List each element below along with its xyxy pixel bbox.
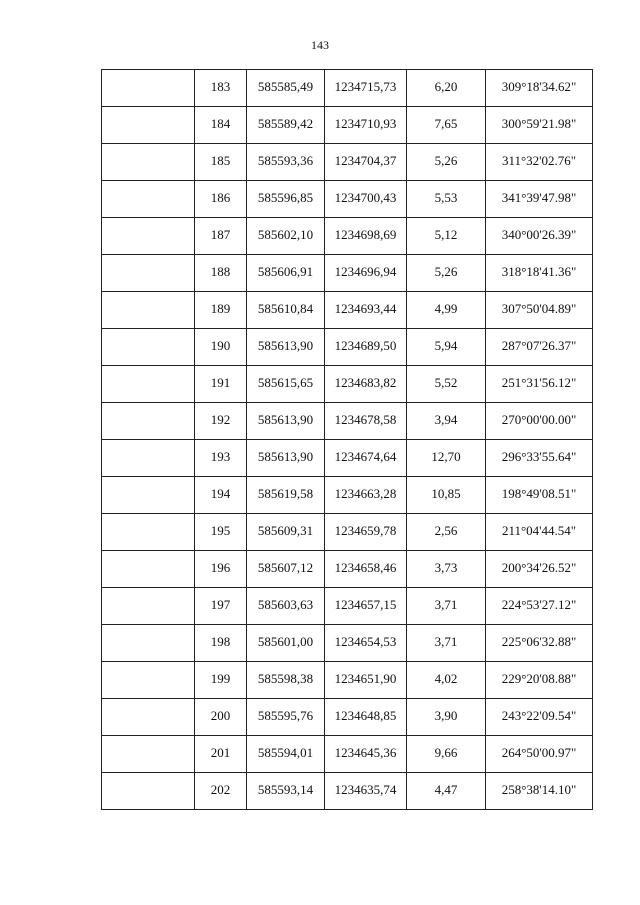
x-coordinate-text: 585593,14 [257,782,314,797]
bearing-text: 251°31'56.12" [501,375,577,390]
table-row [102,440,593,477]
point-number-cell [195,144,247,181]
table-body [102,70,593,810]
y-coordinate-cell [325,662,407,699]
table-row [102,107,593,144]
point-number-text: 197 [210,597,231,612]
empty-cell [102,588,195,625]
x-coordinate-text: 585607,12 [257,560,314,575]
y-coordinate-cell [325,625,407,662]
y-coordinate-text: 1234654,53 [334,634,397,649]
distance-cell [407,477,486,514]
empty-cell [102,662,195,699]
bearing-cell [486,440,593,477]
empty-cell [102,292,195,329]
point-number-cell [195,292,247,329]
point-number-cell [195,514,247,551]
distance-text: 3,94 [434,412,458,427]
x-coordinate-text: 585593,36 [257,153,314,168]
y-coordinate-text: 1234645,36 [334,745,397,760]
y-coordinate-text: 1234658,46 [334,560,397,575]
x-coordinate-text: 585606,91 [257,264,314,279]
x-coordinate-cell [247,662,325,699]
x-coordinate-cell [247,70,325,107]
distance-text: 4,02 [434,671,458,686]
distance-text: 4,47 [434,782,458,797]
y-coordinate-text: 1234635,74 [334,782,397,797]
point-number-text: 191 [210,375,231,390]
x-coordinate-cell [247,218,325,255]
distance-cell [407,329,486,366]
table-row [102,551,593,588]
x-coordinate-cell [247,107,325,144]
bearing-cell [486,588,593,625]
y-coordinate-cell [325,699,407,736]
y-coordinate-text: 1234648,85 [334,708,397,723]
point-number-cell [195,625,247,662]
empty-cell [102,107,195,144]
point-number-text: 189 [210,301,231,316]
empty-cell [102,514,195,551]
point-number-text: 200 [210,708,231,723]
bearing-cell [486,366,593,403]
x-coordinate-cell [247,514,325,551]
point-number-cell [195,218,247,255]
bearing-text: 307°50'04.89" [501,301,577,316]
coordinates-table [101,69,593,810]
table-row [102,292,593,329]
y-coordinate-text: 1234704,37 [334,153,397,168]
point-number-cell [195,70,247,107]
bearing-text: 300°59'21.98" [501,116,577,131]
point-number-cell [195,773,247,810]
bearing-cell [486,625,593,662]
bearing-cell [486,551,593,588]
bearing-text: 287°07'26.37" [501,338,577,353]
bearing-text: 270°00'00.00" [501,412,577,427]
bearing-cell [486,329,593,366]
y-coordinate-text: 1234678,58 [334,412,397,427]
bearing-text: 200°34'26.52" [501,560,577,575]
x-coordinate-text: 585598,38 [257,671,314,686]
point-number-text: 192 [210,412,231,427]
point-number-cell [195,181,247,218]
table-row [102,70,593,107]
bearing-text: 224°53'27.12" [501,597,577,612]
bearing-text: 341°39'47.98" [501,190,577,205]
bearing-cell [486,662,593,699]
bearing-text: 225°06'32.88" [501,634,577,649]
page-number: 143 [311,38,329,52]
bearing-cell [486,699,593,736]
y-coordinate-text: 1234657,15 [334,597,397,612]
bearing-cell [486,255,593,292]
point-number-text: 187 [210,227,231,242]
x-coordinate-text: 585601,00 [257,634,314,649]
bearing-text: 264°50'00.97" [501,745,577,760]
table-row [102,514,593,551]
distance-text: 6,20 [434,79,458,94]
x-coordinate-cell [247,625,325,662]
table-row [102,588,593,625]
point-number-cell [195,255,247,292]
x-coordinate-text: 585589,42 [257,116,314,131]
distance-cell [407,625,486,662]
table-row [102,773,593,810]
y-coordinate-cell [325,144,407,181]
y-coordinate-text: 1234683,82 [334,375,397,390]
distance-cell [407,736,486,773]
y-coordinate-text: 1234659,78 [334,523,397,538]
y-coordinate-text: 1234663,28 [334,486,397,501]
y-coordinate-cell [325,588,407,625]
empty-cell [102,329,195,366]
distance-cell [407,70,486,107]
point-number-cell [195,477,247,514]
distance-text: 5,94 [434,338,458,353]
table-row [102,625,593,662]
table-row [102,329,593,366]
distance-cell [407,292,486,329]
distance-cell [407,662,486,699]
bearing-cell [486,218,593,255]
distance-cell [407,255,486,292]
x-coordinate-text: 585615,65 [257,375,314,390]
point-number-text: 202 [210,782,231,797]
y-coordinate-text: 1234651,90 [334,671,397,686]
distance-cell [407,181,486,218]
distance-cell [407,218,486,255]
y-coordinate-cell [325,514,407,551]
point-number-text: 195 [210,523,231,538]
bearing-cell [486,477,593,514]
x-coordinate-cell [247,440,325,477]
distance-text: 3,73 [434,560,458,575]
distance-text: 5,53 [434,190,458,205]
y-coordinate-text: 1234696,94 [334,264,397,279]
distance-text: 12,70 [431,449,461,464]
empty-cell [102,144,195,181]
point-number-cell [195,366,247,403]
bearing-cell [486,107,593,144]
x-coordinate-cell [247,736,325,773]
x-coordinate-cell [247,699,325,736]
table-row [102,218,593,255]
table-row [102,181,593,218]
x-coordinate-text: 585602,10 [257,227,314,242]
distance-text: 3,90 [434,708,458,723]
table-row [102,403,593,440]
point-number-text: 183 [210,79,231,94]
distance-cell [407,366,486,403]
bearing-cell [486,144,593,181]
x-coordinate-cell [247,477,325,514]
bearing-text: 340°00'26.39" [501,227,577,242]
point-number-text: 201 [210,745,231,760]
point-number-text: 188 [210,264,231,279]
distance-text: 5,52 [434,375,458,390]
empty-cell [102,181,195,218]
x-coordinate-text: 585603,63 [257,597,314,612]
y-coordinate-text: 1234674,64 [334,449,397,464]
x-coordinate-text: 585613,90 [257,338,314,353]
point-number-text: 193 [210,449,231,464]
y-coordinate-text: 1234715,73 [334,79,397,94]
distance-cell [407,107,486,144]
x-coordinate-cell [247,551,325,588]
x-coordinate-text: 585585,49 [257,79,314,94]
x-coordinate-cell [247,292,325,329]
distance-cell [407,403,486,440]
point-number-text: 185 [210,153,231,168]
distance-cell [407,440,486,477]
distance-text: 10,85 [431,486,461,501]
table-row [102,736,593,773]
y-coordinate-text: 1234710,93 [334,116,397,131]
distance-text: 7,65 [434,116,458,131]
point-number-text: 194 [210,486,231,501]
empty-cell [102,255,195,292]
bearing-cell [486,736,593,773]
point-number-cell [195,588,247,625]
bearing-text: 211°04'44.54" [501,523,577,538]
x-coordinate-text: 585596,85 [257,190,314,205]
point-number-cell [195,551,247,588]
distance-cell [407,514,486,551]
x-coordinate-text: 585595,76 [257,708,314,723]
y-coordinate-cell [325,329,407,366]
distance-cell [407,551,486,588]
empty-cell [102,70,195,107]
point-number-cell [195,440,247,477]
distance-cell [407,144,486,181]
distance-text: 2,56 [434,523,458,538]
distance-text: 4,99 [434,301,458,316]
table-row [102,699,593,736]
table-row [102,366,593,403]
table-row [102,662,593,699]
distance-cell [407,699,486,736]
bearing-cell [486,403,593,440]
x-coordinate-text: 585609,31 [257,523,314,538]
table-row [102,255,593,292]
bearing-text: 229°20'08.88" [501,671,577,686]
x-coordinate-text: 585594,01 [257,745,314,760]
point-number-text: 186 [210,190,231,205]
bearing-text: 258°38'14.10" [501,782,577,797]
x-coordinate-cell [247,144,325,181]
point-number-text: 190 [210,338,231,353]
empty-cell [102,403,195,440]
y-coordinate-cell [325,218,407,255]
y-coordinate-cell [325,736,407,773]
bearing-text: 318°18'41.36" [501,264,577,279]
x-coordinate-cell [247,366,325,403]
x-coordinate-cell [247,403,325,440]
distance-cell [407,773,486,810]
distance-text: 3,71 [434,597,458,612]
point-number-text: 196 [210,560,231,575]
y-coordinate-text: 1234700,43 [334,190,397,205]
bearing-text: 309°18'34.62" [501,79,577,94]
point-number-cell [195,329,247,366]
point-number-text: 199 [210,671,231,686]
distance-text: 3,71 [434,634,458,649]
x-coordinate-text: 585613,90 [257,449,314,464]
y-coordinate-text: 1234689,50 [334,338,397,353]
bearing-cell [486,514,593,551]
empty-cell [102,366,195,403]
point-number-cell [195,662,247,699]
y-coordinate-cell [325,403,407,440]
y-coordinate-text: 1234698,69 [334,227,397,242]
empty-cell [102,736,195,773]
point-number-cell [195,107,247,144]
distance-text: 5,26 [434,264,458,279]
distance-text: 5,12 [434,227,458,242]
empty-cell [102,218,195,255]
x-coordinate-text: 585619,58 [257,486,314,501]
y-coordinate-cell [325,773,407,810]
point-number-cell [195,403,247,440]
y-coordinate-text: 1234693,44 [334,301,397,316]
x-coordinate-cell [247,255,325,292]
y-coordinate-cell [325,366,407,403]
y-coordinate-cell [325,70,407,107]
x-coordinate-text: 585610,84 [257,301,314,316]
y-coordinate-cell [325,107,407,144]
table-row [102,477,593,514]
bearing-cell [486,181,593,218]
bearing-cell [486,773,593,810]
empty-cell [102,699,195,736]
distance-cell [407,588,486,625]
x-coordinate-text: 585613,90 [257,412,314,427]
y-coordinate-cell [325,551,407,588]
bearing-cell [486,70,593,107]
point-number-cell [195,736,247,773]
bearing-cell [486,292,593,329]
empty-cell [102,625,195,662]
distance-text: 9,66 [434,745,458,760]
y-coordinate-cell [325,440,407,477]
y-coordinate-cell [325,292,407,329]
bearing-text: 296°33'55.64" [501,449,577,464]
empty-cell [102,551,195,588]
point-number-text: 184 [210,116,231,131]
distance-text: 5,26 [434,153,458,168]
empty-cell [102,477,195,514]
point-number-cell [195,699,247,736]
x-coordinate-cell [247,329,325,366]
bearing-text: 243°22'09.54" [501,708,577,723]
empty-cell [102,440,195,477]
y-coordinate-cell [325,181,407,218]
table-row [102,144,593,181]
point-number-text: 198 [210,634,231,649]
y-coordinate-cell [325,477,407,514]
x-coordinate-cell [247,773,325,810]
empty-cell [102,773,195,810]
x-coordinate-cell [247,181,325,218]
bearing-text: 311°32'02.76" [501,153,577,168]
y-coordinate-cell [325,255,407,292]
bearing-text: 198°49'08.51" [501,486,577,501]
x-coordinate-cell [247,588,325,625]
